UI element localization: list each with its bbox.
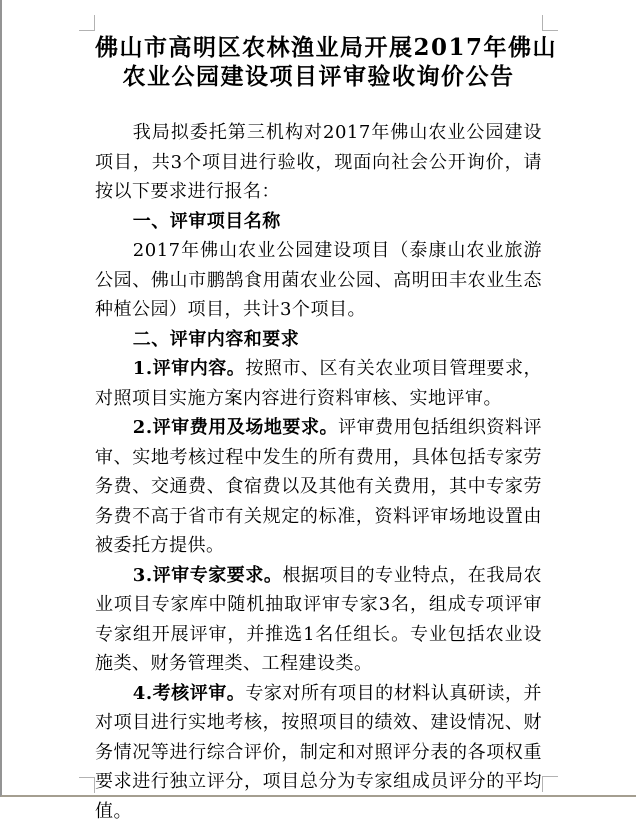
- item-2-lead: 2.评审费用及场地要求。: [133, 417, 338, 438]
- crop-mark-top-left-icon: [79, 15, 95, 31]
- crop-mark-bottom-right-icon: [542, 776, 558, 792]
- title-line-2: 农业公园建设项目评审验收询价公告: [95, 62, 542, 91]
- item-3-lead: 3.评审专家要求。: [133, 565, 283, 586]
- section1-body: 2017年佛山农业公园建设项目（泰康山农业旅游公园、佛山市鹏鹄食用菌农业公园、高明田丰农业生态种植公园）项目，共计3个项目。: [95, 236, 542, 325]
- item-2-text: 评审费用包括组织资料评审、实地考核过程中发生的所有费用，具体包括专家劳务费、交通费、食宿费以及其他有关费用，其中专家劳务费不高于省市有关规定的标准，资料评审场地设置由被委托方提供。: [95, 417, 542, 556]
- item-paragraph-2: [95, 413, 542, 561]
- title-line-1: 佛山市高明区农林渔业局开展2017年佛山: [95, 33, 542, 62]
- item-1-lead: 1.评审内容。: [133, 358, 246, 379]
- crop-mark-bottom-left-icon: [79, 777, 95, 793]
- item-paragraph-3: [95, 561, 542, 679]
- section2-heading: 二、评审内容和要求: [95, 325, 542, 355]
- item-4-text: 专家对所有项目的材料认真研读，并对项目进行实地考核，按照项目的绩效、建设情况、财务情况等进行综合评价，制定和对照评分表的各项权重要求进行独立评分，项目总分为专家组成员评分的平均值。: [95, 683, 542, 822]
- intro-paragraph: 我局拟委托第三机构对2017年佛山农业公园建设项目，共3个项目进行验收，现面向社会公开询价，请按以下要求进行报名：: [95, 118, 542, 207]
- item-4-lead: 4.考核评审。: [133, 683, 246, 704]
- item-3-text: 根据项目的专业特点，在我局农业项目专家库中随机抽取评审专家3名，组成专项评审专家组开展评审，并推选1名任组长。专业包括农业设施类、财务管理类、工程建设类。: [95, 565, 542, 675]
- item-paragraph-4: [95, 679, 542, 826]
- item-1-text: 按照市、区有关农业项目管理要求，对照项目实施方案内容进行资料审核、实地评审。: [95, 358, 542, 409]
- document-body: [95, 31, 542, 826]
- section1-heading: 一、评审项目名称: [95, 207, 542, 237]
- document-title: [95, 33, 542, 91]
- crop-mark-top-right-icon: [542, 15, 558, 31]
- item-paragraph-1: [95, 354, 542, 413]
